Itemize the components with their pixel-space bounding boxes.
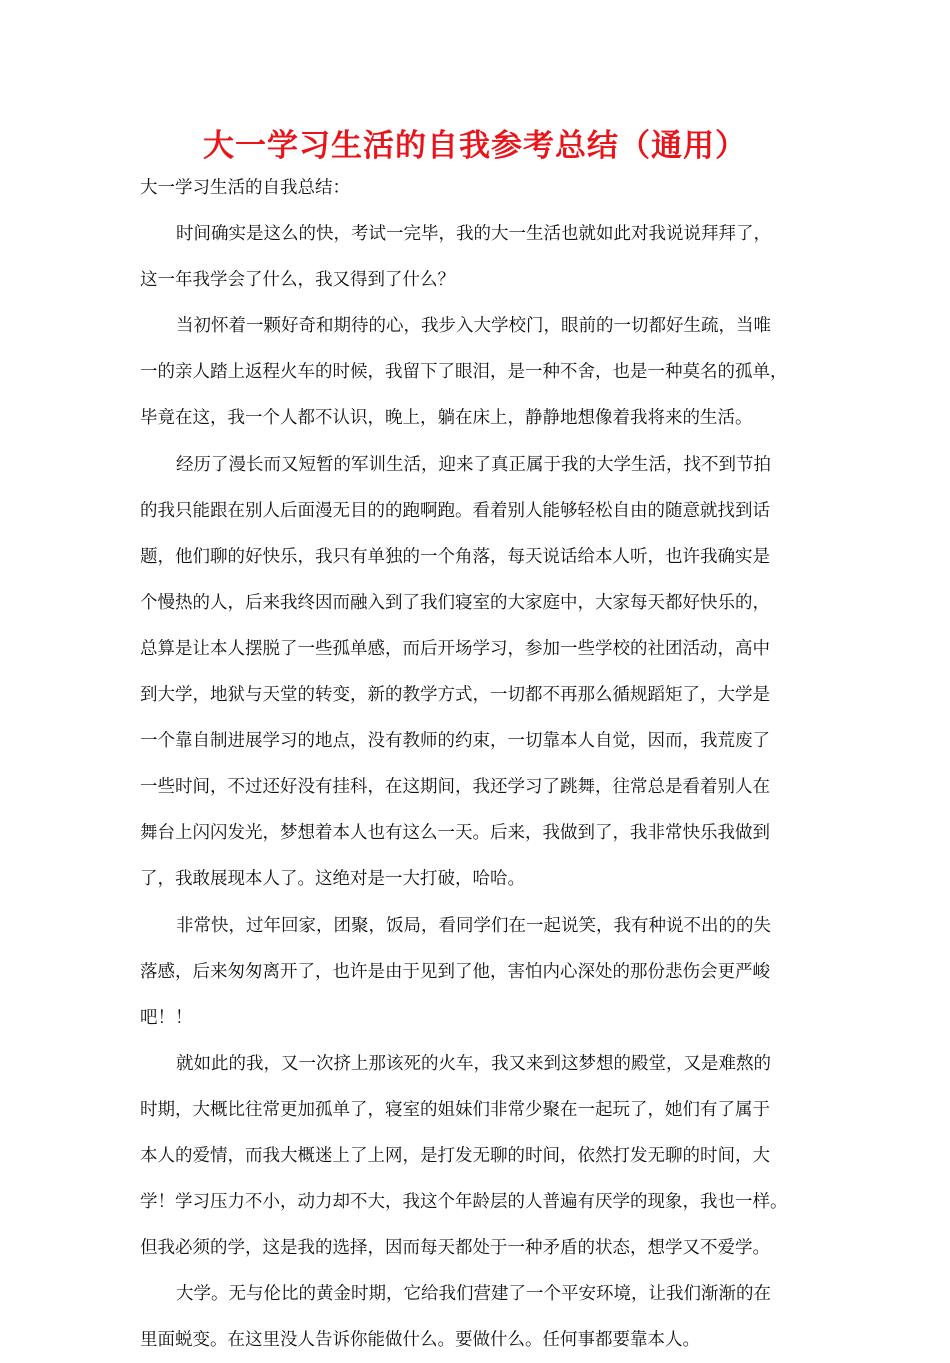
text-line: 时间确实是这么的快，考试一完毕，我的大一生活也就如此对我说说拜拜了， (176, 224, 771, 245)
text-line: 个慢热的人，后来我终因而融入到了我们寝室的大家庭中，大家每天都好快乐的， (140, 592, 770, 613)
text-line: 本人的爱情，而我大概迷上了上网，是打发无聊的时间，依然打发无聊的时间，大 (140, 1145, 770, 1166)
text-line: 一些时间，不过还好没有挂科，在这期间，我还学习了跳舞，往常总是看着别人在 (140, 777, 770, 798)
text-line: 舞台上闪闪发光，梦想着本人也有这么一天。后来，我做到了，我非常快乐我做到 (140, 823, 770, 844)
document-title: 大一学习生活的自我参考总结（通用） (203, 128, 747, 164)
text-line: 当初怀着一颗好奇和期待的心，我步入大学校门，眼前的一切都好生疏，当唯 (176, 316, 771, 337)
text-line: 总算是让本人摆脱了一些孤单感，而后开场学习，参加一些学校的社团活动，高中 (140, 638, 770, 659)
document-body (140, 165, 812, 1363)
text-line: 了，我敢展现本人了。这绝对是一大打破，哈哈。 (140, 869, 525, 890)
text-line: 学！学习压力不小，动力却不大，我这个年龄层的人普遍有厌学的现象，我也一样。 (140, 1192, 788, 1213)
text-line: 一个靠自制进展学习的地点，没有教师的约束，一切靠本人自觉，因而，我荒废了 (140, 731, 770, 752)
text-line: 经历了漫长而又短暂的军训生活，迎来了真正属于我的大学生活，找不到节拍 (176, 454, 771, 475)
text-line: 一的亲人踏上返程火车的时候，我留下了眼泪，是一种不舍，也是一种莫名的孤单， (140, 362, 788, 383)
text-line: 就如此的我，又一次挤上那该死的火车，我又来到这梦想的殿堂，又是难熬的 (176, 1053, 771, 1074)
text-line: 这一年我学会了什么，我又得到了什么？ (140, 270, 455, 291)
text-line: 毕竟在这，我一个人都不认识，晚上，躺在床上，静静地想像着我将来的生活。 (140, 408, 753, 429)
text-line: 非常快，过年回家，团聚，饭局，看同学们在一起说笑，我有种说不出的的失 (176, 915, 771, 936)
text-line: 到大学，地狱与天堂的转变，新的教学方式，一切都不再那么循规蹈矩了，大学是 (140, 685, 770, 706)
text-line: 但我必须的学，这是我的选择，因而每天都处于一种矛盾的状态，想学又不爱学。 (140, 1238, 770, 1259)
text-line: 大学。无与伦比的黄金时期，它给我们营建了一个平安环境，让我们渐渐的在 (176, 1284, 771, 1305)
text-line: 落感，后来匆匆离开了，也许是由于见到了他，害怕内心深处的那份悲伤会更严峻 (140, 961, 770, 982)
text-line: 时期，大概比往常更加孤单了，寝室的姐妹们非常少聚在一起玩了，她们有了属于 (140, 1099, 770, 1120)
text-line: 大一学习生活的自我总结： (140, 178, 350, 198)
text-line: 里面蜕变。在这里没人告诉你能做什么。要做什么。任何事都要靠本人。 (140, 1330, 700, 1351)
text-line: 题，他们聊的好快乐，我只有单独的一个角落，每天说话给本人听，也许我确实是 (140, 546, 770, 567)
text-line: 吧！！ (140, 1007, 193, 1028)
text-line: 的我只能跟在别人后面漫无目的的跑啊跑。看着别人能够轻松自由的随意就找到话 (140, 500, 770, 521)
